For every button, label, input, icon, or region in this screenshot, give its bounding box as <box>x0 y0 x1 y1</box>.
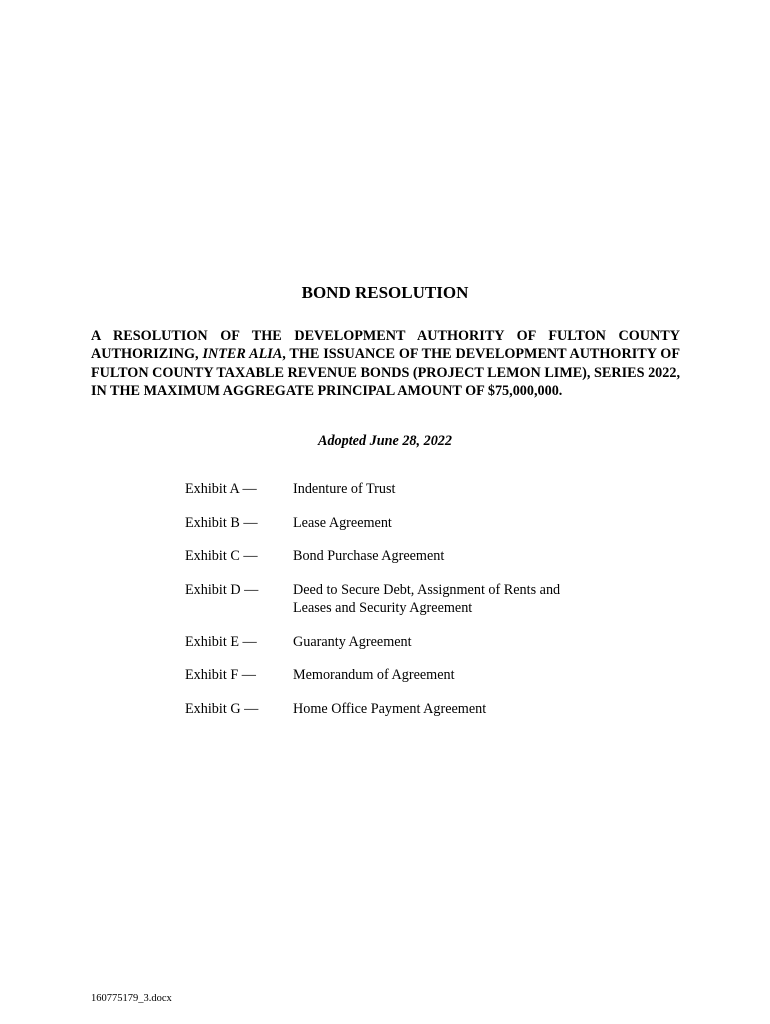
exhibit-label: Exhibit F — <box>185 667 256 683</box>
exhibit-row-e <box>185 633 645 651</box>
exhibit-label: Exhibit D — <box>185 581 259 598</box>
exhibit-description: Guaranty Agreement <box>293 633 412 650</box>
exhibit-description: Lease Agreement <box>293 514 392 531</box>
resolution-text-italic: INTER ALIA <box>202 346 283 363</box>
exhibit-description: Home Office Payment Agreement <box>293 700 487 717</box>
exhibit-label: Exhibit C — <box>185 548 258 564</box>
exhibit-row-b <box>185 514 645 532</box>
resolution-text-part1: A RESOLUTION OF THE DEVELOPMENT AUTHORITY OF FULTON COUNTY AUTHORIZING, <box>91 328 680 363</box>
exhibit-label: Exhibit A — <box>185 481 257 497</box>
exhibit-description: Bond Purchase Agreement <box>293 548 445 564</box>
adopted-date: Adopted June 28, 2022 <box>318 433 452 449</box>
exhibit-row-a <box>185 480 645 498</box>
resolution-caption <box>91 327 680 400</box>
document-title: BOND RESOLUTION <box>301 283 469 302</box>
exhibit-list <box>185 480 645 733</box>
exhibit-row-d <box>185 581 645 617</box>
exhibit-row-g <box>185 700 645 718</box>
exhibit-label: Exhibit B — <box>185 514 258 531</box>
exhibit-description: Indenture of Trust <box>293 481 396 497</box>
exhibit-description: Deed to Secure Debt, Assignment of Rents and Leases and Security Agreement <box>293 581 561 616</box>
exhibit-row-f <box>185 666 645 684</box>
exhibit-label: Exhibit G — <box>185 700 259 717</box>
resolution-text-part2: , THE ISSUANCE OF THE DEVELOPMENT AUTHORITY OF FULTON COUNTY TAXABLE REVENUE BONDS (PROJECT LEMON LIME), SERIES 2022, IN THE MAXIMUM AGGREGATE PRINCIPAL AMOUNT OF $75,000,000. <box>91 346 680 399</box>
exhibit-label: Exhibit E — <box>185 633 257 650</box>
exhibit-row-c <box>185 547 645 565</box>
footer-document-id: 160775179_3.docx <box>91 993 172 1004</box>
exhibit-description: Memorandum of Agreement <box>293 667 455 683</box>
